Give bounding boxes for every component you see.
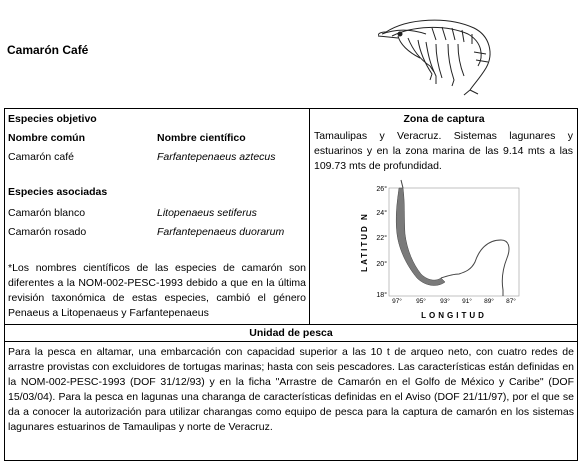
map-frame <box>389 188 519 296</box>
target-common-name: Camarón café <box>8 151 74 163</box>
lat-tick: 22° <box>376 235 387 242</box>
scientific-name-header: Nombre científico <box>157 132 246 144</box>
lat-tick: 18° <box>376 292 387 299</box>
row-divider <box>5 341 577 342</box>
capture-zone-map <box>355 178 527 323</box>
longitude-axis-label: LONGITUD <box>421 311 487 320</box>
associated-scientific-name: Litopenaeus setiferus <box>157 207 257 219</box>
taxonomy-note: *Los nombres científicos de las especies de camarón son diferentes a la NOM-002-PESC-1993 debido a que en la última revisión taxonómica de estas especies, cambió el género Penaeus a Litopenaeus y Farfantepenaeus <box>8 262 306 319</box>
fishing-unit-description: Para la pesca en altamar, una embarcación con capacidad superior a las 10 t de arqueo neto, con cuatro redes de arrastre provistas con excluidores de tortugas marinas; hasta con seis pescadores. Las características están definidas en la NOM-002-PESC-1993 (DOF 31/12/93) y en la ficha "Arrastre de Camarón en el Golfo de México y Caribe" (DOF 15/03/04). Para la pesca en lagunas una charanga de características definidas en el Aviso (DOF 21/11/97), por el que se da a conocer la autorización para utilizar charangas como equipo de pesca para la captura de camarón en los sistemas lagunares estuarinos de Tamaulipas y norte de Veracruz. <box>8 346 574 433</box>
coastline <box>441 240 509 296</box>
lon-tick: 95° <box>416 298 426 305</box>
shrimp-illustration <box>378 14 498 96</box>
lon-tick: 97° <box>392 298 402 305</box>
page-title: Camarón Café <box>7 43 89 57</box>
associated-scientific-name: Farfantepenaeus duorarum <box>157 226 285 238</box>
capture-zone-description: Tamaulipas y Veracruz. Sistemas lagunares y estuarinos y en la zona marina de las 9.14 mts a las 109.73 mts de profundidad. <box>314 130 573 172</box>
associated-common-name: Camarón rosado <box>8 226 87 238</box>
row-divider <box>5 324 577 325</box>
lon-tick: 93° <box>440 298 450 305</box>
associated-common-name: Camarón blanco <box>8 207 86 219</box>
associated-species-heading: Especies asociadas <box>8 186 108 198</box>
lat-tick: 24° <box>376 210 387 217</box>
coastline <box>401 180 403 188</box>
capture-zone-area <box>396 188 445 285</box>
lon-tick: 87° <box>506 298 516 305</box>
lat-tick: 26° <box>376 186 387 193</box>
lat-tick: 20° <box>376 261 387 268</box>
fishing-unit-heading: Unidad de pesca <box>249 327 333 339</box>
target-scientific-name: Farfantepenaeus aztecus <box>157 151 276 163</box>
column-divider <box>309 109 310 324</box>
lon-tick: 91° <box>462 298 472 305</box>
latitude-axis-label: LATITUD N <box>360 212 369 272</box>
lon-tick: 89° <box>484 298 494 305</box>
target-species-heading: Especies objetivo <box>8 113 97 125</box>
capture-zone-heading: Zona de captura <box>403 113 485 125</box>
common-name-header: Nombre común <box>8 132 86 144</box>
